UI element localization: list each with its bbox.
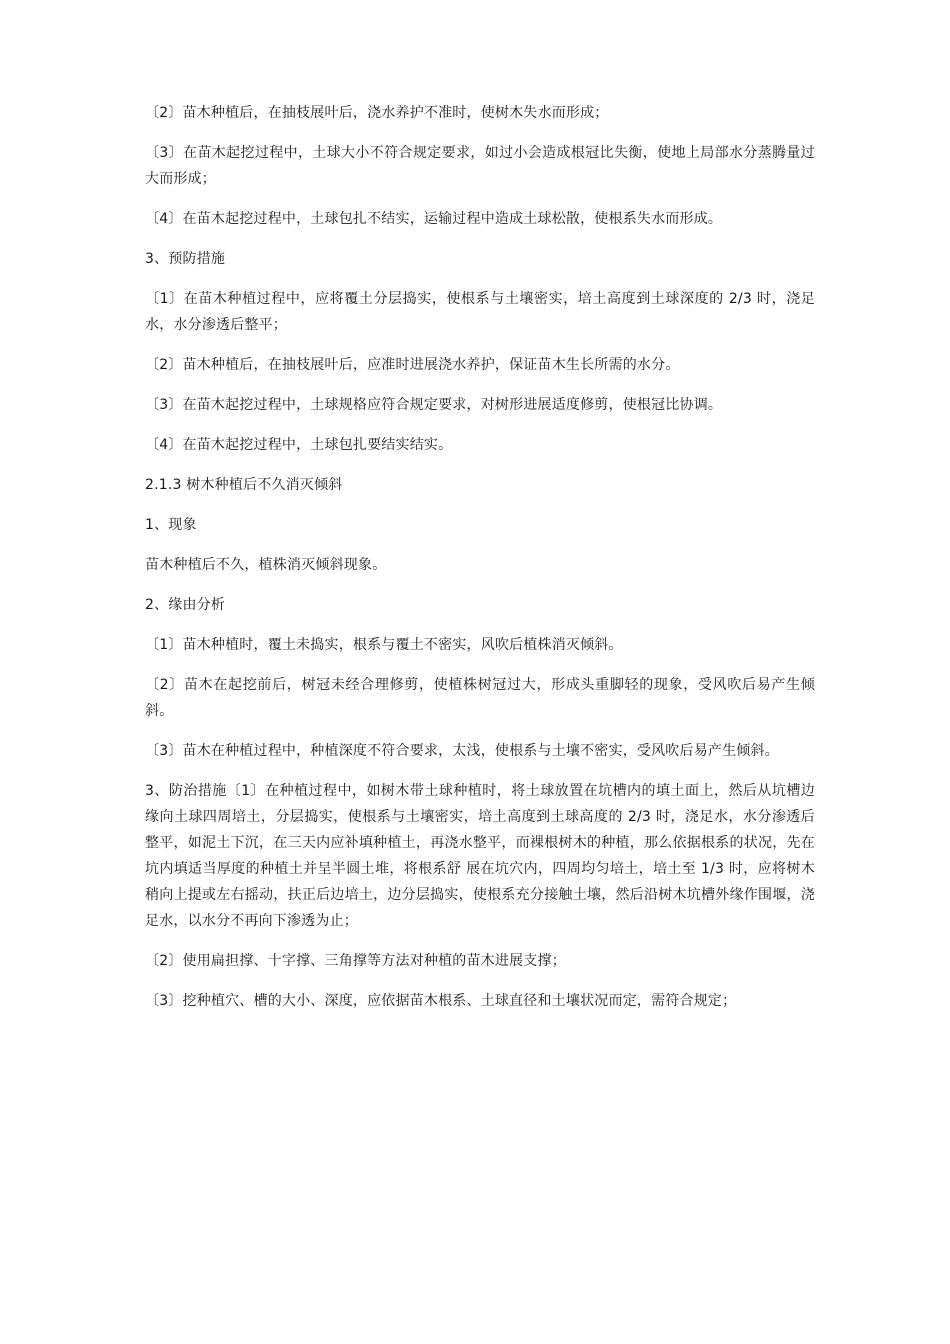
- paragraph-cause-4: 〔4〕在苗木起挖过程中，土球包扎不结实，运输过程中造成土球松散，使根系失水而形成。: [145, 211, 723, 227]
- paragraph-cause-2: 〔2〕苗木种植后，在抽枝展叶后，浇水养护不准时，使树木失水而形成；: [145, 105, 609, 121]
- paragraph-prevention-2: 〔2〕苗木种植后，在抽枝展叶后，应准时进展浇水养护，保证苗木生长所需的水分。: [145, 357, 680, 373]
- paragraph-control-3: 〔3〕挖种植穴、槽的大小、深度，应依据苗木根系、土球直径和土壤状况而定，需符合规定；: [145, 993, 737, 1009]
- paragraph-analysis-3: 〔3〕苗木在种植过程中，种植深度不符合要求，太浅，使根系与土壤不密实，受风吹后易产生倾斜。: [145, 743, 779, 759]
- heading-cause-analysis: 2、缘由分析: [145, 597, 226, 613]
- paragraph-prevention-4: 〔4〕在苗木起挖过程中，土球包扎要结实结实。: [145, 437, 453, 453]
- paragraph-analysis-1: 〔1〕苗木种植时，覆土未捣实，根系与覆土不密实，风吹后植株消灭倾斜。: [145, 637, 623, 653]
- document-page: [145, 100, 815, 1028]
- paragraph-control-1: 3、防治措施〔1〕在种植过程中，如树木带土球种植时，将土球放置在坑槽内的填土面上，然后从坑槽边缘向土球四周培土，分层捣实，使根系与土壤密实，培土高度到土球高度的 2/3 时，浇足水，水分渗透后整平，如泥土下沉，在三天内应补填种植土，再浇水整平，而裸根树木的种植，那么依据根系的状况，先在坑内填适当厚度的种植土并呈半圆土堆，将根系舒 展在坑穴内，四周均匀培土，培土至 1/3 时，应将树木稍向上提或左右摇动，扶正后边培土，边分层捣实，使根系充分接触土壤，然后沿树木坑槽外缘作围堰，浇足水，以水分不再向下渗透为止；: [145, 783, 815, 929]
- heading-phenomenon: 1、现象: [145, 517, 197, 533]
- paragraph-prevention-3: 〔3〕在苗木起挖过程中，土球规格应符合规定要求，对树形进展适度修剪，使根冠比协调。: [145, 397, 723, 413]
- heading-prevention: 3、预防措施: [145, 251, 226, 267]
- paragraph-control-2: 〔2〕使用扁担撑、十字撑、三角撑等方法对种植的苗木进展支撑；: [145, 953, 566, 969]
- paragraph-cause-3: 〔3〕在苗木起挖过程中，土球大小不符合规定要求，如过小会造成根冠比失衡，使地上局部水分蒸腾量过大而形成；: [145, 145, 815, 187]
- paragraph-prevention-1: 〔1〕在苗木种植过程中，应将覆土分层捣实，使根系与土壤密实，培土高度到土球深度的 2/3 时，浇足水，水分渗透后整平；: [145, 291, 815, 333]
- section-heading-2-1-3: 2.1.3 树木种植后不久消灭倾斜: [145, 477, 343, 493]
- paragraph-phenomenon: 苗木种植后不久，植株消灭倾斜现象。: [145, 557, 387, 573]
- paragraph-analysis-2: 〔2〕苗木在起挖前后，树冠未经合理修剪，使植株树冠过大，形成头重脚轻的现象，受风吹后易产生倾斜。: [145, 677, 815, 719]
